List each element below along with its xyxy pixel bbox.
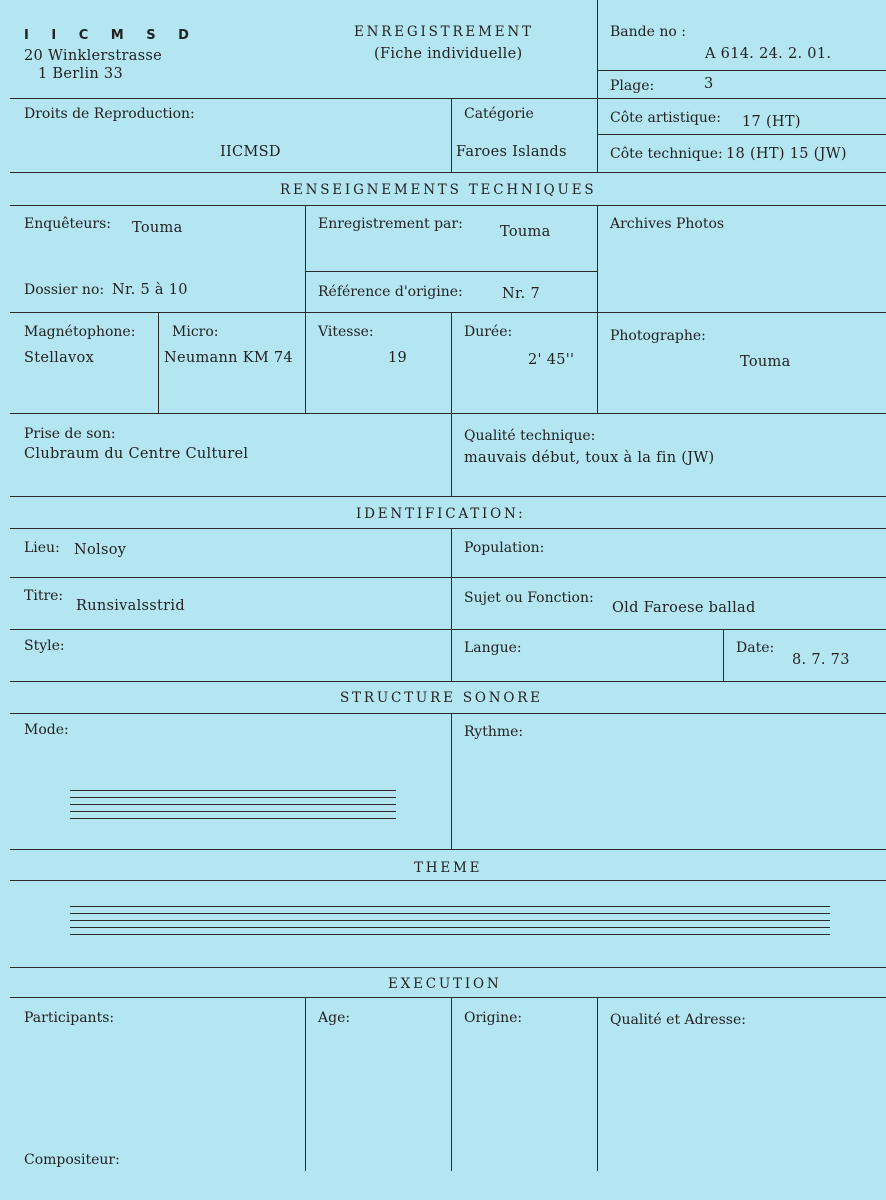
rule: [10, 205, 886, 206]
duree-label: Durée:: [464, 324, 513, 340]
bande-label: Bande no :: [610, 24, 686, 40]
rule: [451, 98, 452, 172]
qualite-technique-value: mauvais début, toux à la fin (JW): [464, 450, 715, 466]
mode-label: Mode:: [24, 722, 69, 738]
plage-value: 3: [704, 76, 714, 92]
rule: [451, 997, 452, 1171]
enregistrement-par-label: Enregistrement par:: [318, 216, 463, 232]
rule: [305, 205, 306, 413]
cote-artistique-value: 17 (HT): [742, 114, 801, 130]
rule: [10, 681, 886, 682]
prise-de-son-value: Clubraum du Centre Culturel: [24, 446, 249, 462]
enqueteurs-label: Enquêteurs:: [24, 216, 112, 232]
langue-label: Langue:: [464, 640, 522, 656]
rule: [10, 849, 886, 850]
org-address-city: 1 Berlin 33: [38, 66, 123, 82]
section-title-theme: THEME: [414, 860, 483, 876]
dossier-label: Dossier no:: [24, 282, 105, 298]
form-subtitle: (Fiche individuelle): [374, 46, 523, 62]
rule: [10, 713, 886, 714]
rule: [451, 713, 452, 849]
section-title-technique: RENSEIGNEMENTS TECHNIQUES: [280, 182, 597, 198]
population-label: Population:: [464, 540, 545, 556]
droits-value: IICMSD: [220, 144, 281, 160]
rule: [597, 0, 598, 172]
reference-origine-value: Nr. 7: [502, 286, 540, 302]
archives-photos-label: Archives Photos: [610, 216, 725, 232]
categorie-value: Faroes Islands: [456, 144, 567, 160]
qualite-technique-label: Qualité technique:: [464, 428, 596, 444]
rule: [597, 70, 886, 71]
cote-artistique-label: Côte artistique:: [610, 110, 721, 126]
titre-value: Runsivalsstrid: [76, 598, 185, 614]
lieu-value: Nolsoy: [74, 542, 127, 558]
plage-label: Plage:: [610, 78, 655, 94]
date-label: Date:: [736, 640, 775, 656]
rule: [10, 967, 886, 968]
rule: [10, 880, 886, 881]
vitesse-value: 19: [388, 350, 408, 366]
rule: [10, 312, 886, 313]
rule: [10, 528, 886, 529]
rule: [10, 997, 886, 998]
titre-label: Titre:: [24, 588, 64, 604]
photographe-label: Photographe:: [610, 328, 706, 344]
vitesse-label: Vitesse:: [318, 324, 374, 340]
rule: [10, 629, 886, 630]
rule: [10, 496, 886, 497]
rule: [305, 997, 306, 1171]
magnetophone-label: Magnétophone:: [24, 324, 136, 340]
cote-technique-value: 18 (HT) 15 (JW): [726, 146, 847, 162]
section-title-structure: STRUCTURE SONORE: [340, 690, 543, 706]
rule: [451, 528, 452, 681]
photographe-value: Touma: [740, 354, 791, 370]
rule: [597, 205, 598, 413]
rule: [158, 312, 159, 413]
rule: [10, 577, 886, 578]
bande-value: A 614. 24. 2. 01.: [705, 46, 832, 62]
dossier-value: Nr. 5 à 10: [112, 282, 188, 298]
rule: [597, 134, 886, 135]
age-label: Age:: [318, 1010, 351, 1026]
org-name: I I C M S D: [24, 28, 198, 43]
sujet-fonction-value: Old Faroese ballad: [612, 600, 756, 616]
magnetophone-value: Stellavox: [24, 350, 95, 366]
enregistrement-par-value: Touma: [500, 224, 551, 240]
rule: [451, 312, 452, 496]
org-address-street: 20 Winklerstrasse: [24, 48, 163, 64]
reference-origine-label: Référence d'origine:: [318, 284, 463, 300]
rule: [10, 413, 886, 414]
enqueteurs-value: Touma: [132, 220, 183, 236]
mode-staff: [70, 790, 396, 825]
micro-label: Micro:: [172, 324, 219, 340]
duree-value: 2' 45'': [528, 352, 575, 368]
rule: [305, 271, 597, 272]
theme-staff: [70, 906, 830, 941]
rule: [10, 98, 886, 99]
categorie-label: Catégorie: [464, 106, 534, 122]
section-title-identification: IDENTIFICATION:: [356, 506, 526, 522]
date-value: 8. 7. 73: [792, 652, 850, 668]
sujet-fonction-label: Sujet ou Fonction:: [464, 590, 594, 606]
rule: [723, 629, 724, 681]
style-label: Style:: [24, 638, 65, 654]
section-title-execution: EXECUTION: [388, 976, 502, 992]
prise-de-son-label: Prise de son:: [24, 426, 116, 442]
origine-label: Origine:: [464, 1010, 523, 1026]
cote-technique-label: Côte technique:: [610, 146, 723, 162]
droits-label: Droits de Reproduction:: [24, 106, 195, 122]
lieu-label: Lieu:: [24, 540, 60, 556]
participants-label: Participants:: [24, 1010, 115, 1026]
compositeur-label: Compositeur:: [24, 1152, 120, 1168]
rule: [597, 997, 598, 1171]
rythme-label: Rythme:: [464, 724, 524, 740]
qualite-adresse-label: Qualité et Adresse:: [610, 1012, 746, 1028]
form-title: ENREGISTREMENT: [354, 24, 534, 40]
micro-value: Neumann KM 74: [164, 350, 293, 366]
rule: [10, 172, 886, 173]
